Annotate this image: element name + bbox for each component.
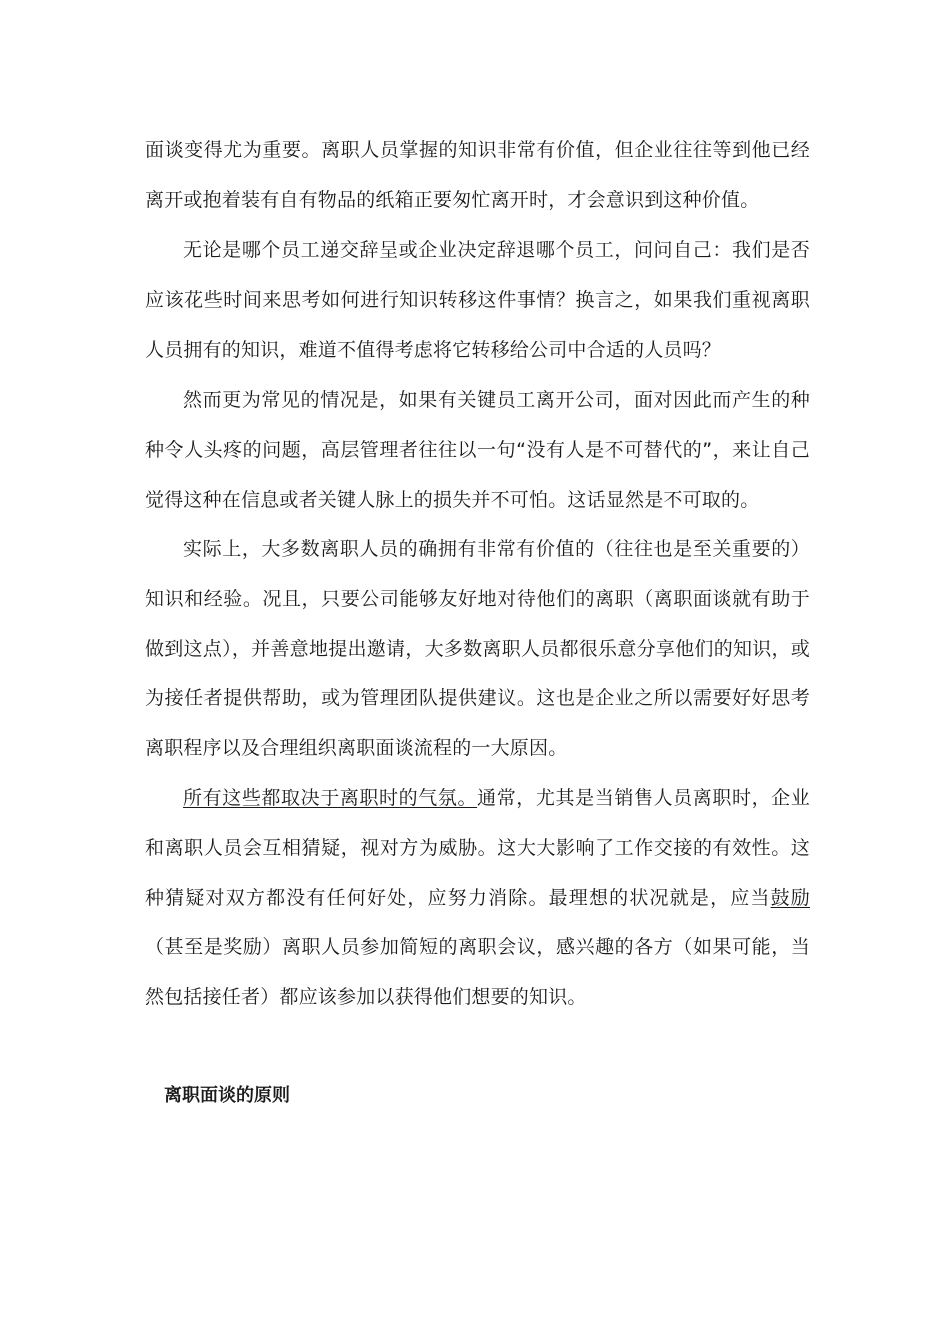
paragraph-text-part-a: 通常，尤其是当销售人员离职时，企业和离职人员会互相猜疑，视对方为威胁。这大大影响了工作交接的有效性。这种猜疑对双方都没有任何好处，应努力消除。最理想的状况就是，应当 (145, 787, 810, 909)
underlined-lead-sentence: 所有这些都取决于离职时的气氛。 (183, 787, 478, 809)
paragraph-text-part-b: （甚至是奖励）离职人员参加简短的离职会议，感兴趣的各方（如果可能，当然包括接任者）都应该参加以获得他们想要的知识。 (145, 936, 810, 1009)
paragraph-continuation: 面谈变得尤为重要。离职人员掌握的知识非常有价值，但企业往往等到他已经离开或抱着装有自有物品的纸箱正要匆忙离开时，才会意识到这种价值。 (145, 139, 810, 211)
paragraph-resignation-question: 无论是哪个员工递交辞呈或企业决定辞退哪个员工，问问自己：我们是否应该花些时间来思考如何进行知识转移这件事情？换言之，如果我们重视离职人员拥有的知识，难道不值得考虑将它转移给公司中合适的人员吗？ (145, 239, 810, 361)
underlined-word-encourage: 鼓励 (770, 886, 811, 909)
paragraph-exit-atmosphere (145, 774, 810, 1023)
paragraph-valuable-knowledge: 实际上，大多数离职人员的确拥有非常有价值的（往往也是至关重要的）知识和经验。况且，只要公司能够友好地对待他们的离职（离职面谈就有助于做到这点），并善意地提出邀请，大多数离职人员都很乐意分享他们的知识，或为接任者提供帮助，或为管理团队提供建议。这也是企业之所以需要好好思考离职程序以及合理组织离职面谈流程的一大原因。 (145, 538, 810, 760)
section-heading: 离职面谈的原则 (164, 1085, 290, 1106)
paragraph-key-employee-departure: 然而更为常见的情况是，如果有关键员工离开公司，面对因此而产生的种种令人头疼的问题，高层管理者往往以一句“没有人是不可替代的”，来让自己觉得这种在信息或者关键人脉上的损失并不可怕。这话显然是不可取的。 (145, 389, 810, 511)
